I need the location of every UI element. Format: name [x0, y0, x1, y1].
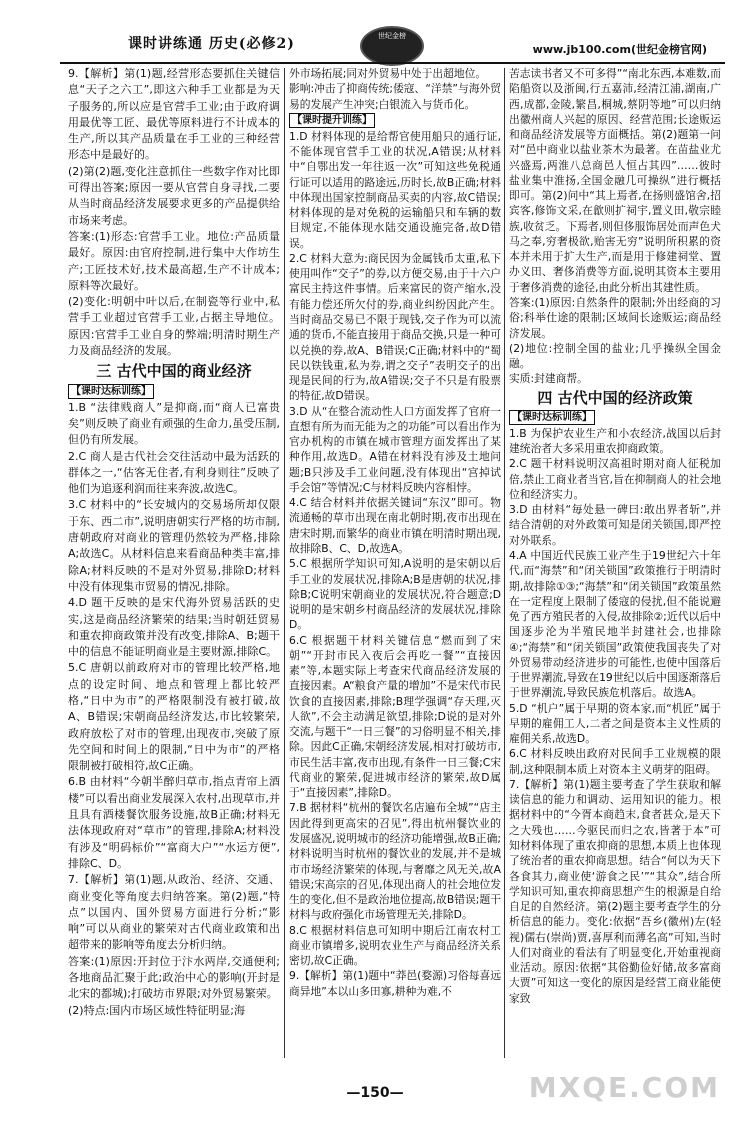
answer-paragraph: 4.C 结合材料并依据关键词“东汉”即可。物流通畅的草市出现在南北朝时期,夜市出现在唐宋时期,而繁华的商业市镇在明清时期出现,故排除B、C、D,故选A。	[289, 496, 501, 555]
answer-paragraph: 4.A 中国近代民族工业产生于19世纪六十年代,而“海禁”和“闭关锁国”政策推行于明清时期,故排除①③;“海禁”和“闭关锁国”政策虽然在一定程度上限制了倭寇的侵扰,但不能说避免了西方殖民者的入侵,故排除②;近代以后中国逐步沦为半殖民地半封建社会,也排除④;“海禁”和“闭关锁国”政策使我国丧失了对外贸易带动经济进步的可能性,也使中国落后于世界潮流,导致在19世纪以后中国逐渐落后于世界潮流,导致民族危机落后。故选A。	[509, 548, 721, 700]
column-3	[509, 66, 721, 1006]
answer-paragraph: 答案:(1)原因:开封位于汴水两岸,交通便利;各地商品汇聚于此;政治中心的影响(开封是北宋的都城);打破坊市界限;对外贸易繁荣。	[68, 954, 280, 1001]
answer-paragraph: 1.B 为保护农业生产和小农经济,战国以后封建统治者大多采用重农抑商政策。	[509, 426, 721, 456]
answer-paragraph: 7.【解析】第(1)题,从政治、经济、交通、商业变化等角度去归纳答案。第(2)题,“特点”以国内、国外贸易方面进行分析;“影响”可以从商业的繁荣对古代商业政策和出超带来的影响等角度去分析归纳。	[68, 873, 280, 952]
answer-paragraph: (2)变化:明朝中叶以后,在制瓷等行业中,私营手工业超过官营手工业,占据主导地位。原因:官营手工业自身的弊端;明清时期生产力及商品经济的发展。	[68, 295, 280, 358]
column-2	[289, 66, 501, 999]
answer-paragraph: 7.【解析】第(1)题主要考查了学生获取和解读信息的能力和调动、运用知识的能力。根据材料中的“今胥本商趋末,食者甚众,是天下之大残也……今驱民而归之农,皆著于本”可知材料体现了重农抑商的思想,本质上也体现了统治者的重农抑商思想。结合“何以为天下各食其力,商业使‘游食之民’”“其众”,结合所学知识可知,重农抑商思想产生的根源是自给自足的自然经济。第(2)题主要考查学生的分析信息的能力。变化:依据“吾乡(徽州)左(轻视)儒右(崇尚)贾,喜厚利而薄名高”可知,当时人们对商业的看法有了明显变化,开始重视商业活动。原因:依据“其俗勤俭好储,故多富商大贾”可知这一变化的原因是经营工商业能使家致	[509, 777, 721, 1005]
answer-paragraph: 7.B 据材料“杭州的餐饮名店遍布全城”“店主因此得到更高宋的召见”,得出杭州餐饮业的发展盛况,说明城市的经济功能增强,故B正确;材料说明当时杭州的餐饮业的发展,并不是城市市场经济繁荣的体现,与奢靡之风无关,故A错误;宋高宗的召见,体现出商人的社会地位发生的变化,但不是政治地位提高,故B错误;题干材料与政府强化市场管理无关,排除D。	[289, 801, 501, 922]
website-url: www.jb100.com(世纪金榜官网)	[532, 43, 707, 56]
answer-paragraph: 8.C 根据材料信息可知明中期后江南农村工商业市镇增多,说明农业生产与商品经济关系密切,故C正确。	[289, 923, 501, 968]
section-tag: 【课时提升训练】	[289, 112, 501, 129]
section-tag: 【课时达标训练】	[68, 383, 280, 400]
answer-paragraph: 9.【解析】第(1)题中“莽邑(婺源)习俗每喜远商异地”本以山多田寡,耕种为难,不	[289, 969, 501, 998]
watermark: MXQE.COM	[528, 1071, 720, 1104]
section-title: 三 古代中国的商业经济	[96, 362, 252, 381]
column-divider	[284, 68, 285, 1058]
answer-paragraph: 5.D “机户”属于早期的资本家,而“机匠”属于早期的雇佣工人,二者之间是资本主义性质的雇佣关系,故选D。	[509, 701, 721, 746]
column-1	[68, 66, 280, 1019]
answer-paragraph: 1.B “法律贱商人”是抑商,而“商人已富贵矣”则反映了商业有顽强的生命力,虽受压制,但仍有所发展。	[68, 400, 280, 447]
answer-paragraph: 6.B 由材料“今朝半醉归草市,指点青帘上酒楼”可以看出商业发展深入农村,出现草市,并且具有酒楼餐饮服务设施,故B正确;材料无法体现政府对“草市”的管理,排除A;材料没有涉及“明码标价”“富商大户”“水运方便”,排除C、D。	[68, 775, 280, 870]
answer-paragraph: 外市场拓展;同对外贸易中处于出超地位。	[289, 67, 487, 80]
answer-paragraph: 5.C 根据所学知识可知,A说明的是宋朝以后手工业的发展状况,排除A;B是唐朝的状况,排除B;C说明宋朝商业的发展状况,符合题意;D说明的是宋朝乡村商品经济的发展状况,排除D。	[289, 557, 501, 632]
answer-paragraph: 1.D 材料体现的是给帮官使用船只的通行证,不能体现官营手工业的状况,A错误;从材料中“自鄂出发一年往返一次”可知这些免税通行证可以适用的路途远,历时长,故B正确;材料中体现出国家控制商品买卖的内容,故C错误;材料体现的是对免税的运输船只和车辆的数目规定,不能体现水陆交通设施完备,故D错误。	[289, 129, 501, 250]
page-header	[60, 28, 725, 64]
section-tag: 【课时达标训练】	[509, 409, 721, 426]
answer-paragraph: (2)第(2)题,变化注意抓住一些数字作对比即可得出答案;原因一要从官营自身寻找,二要从当时商品经济发展要求更多的产品提供给市场来考虑。	[68, 164, 280, 227]
answer-paragraph: 2.C 材料大意为:商民因为金属钱币太重,私下使用叫作“交子”的券,以方便交易,由于十六户富民主持这件事情。后来富民的资产缩水,没有能力偿还所欠付的券,商业纠纷因此产生。当时商品交易已不限于现钱,交子作为可以流通的货币,不能直接用于商品交换,只是一种可以兑换的券,故A、B错误;C正确;材料中的“蜀民以铁钱重,私为券,谓之交子”表明交子的出现是民间的行为,故A错误;交子不只是有股票的特征,故D错误。	[289, 251, 501, 403]
answer-paragraph: 2.C 题干材料说明汉高祖时期对商人征税加倍,禁止工商业者当官,旨在抑制商人的社会地位和经济实力。	[509, 457, 721, 501]
column-divider	[504, 68, 505, 1058]
answer-paragraph: 答案:(1)原因:自然条件的限制;外出经商的习俗;科举仕途的限制;区域间长途贩运;商品经济发展。	[509, 295, 721, 340]
answer-paragraph: 实质:封建商帮。	[509, 372, 588, 386]
answer-paragraph: 苦志读书者又不可多得”“南北东西,本难数,而陷船资以及浙闽,行五嘉沛,经清江浦,湖南,广西,成都,金陵,繁昌,桐城,蔡阴等地”可以归纳出徽州商人兴起的原因、经营范围;长途贩运和商品经济发展等方面概括。第(2)题第一问对“邑中商业以盐业茶木为最著。在苗盐业尤兴盛焉,两淮八总商邑人恒占其四”……彼时盐业集中淮扬,全国金融几可操纵”进行概括即可。第(2)问中“其上焉者,在扬则盛馆舍,招宾客,修饰文采,在歙则扩祠宇,置义田,敬宗睦族,收贫乏。下焉者,则但侈服饰居处而声色犬马之奉,穷奢极欲,贻害无穷”说明所积累的资本并未用于扩大生产,而是用于修建祠堂、置办义田、奢侈消费等方面,说明其资本主要用于奢侈消费的途径,由此分析出其建性质。	[509, 67, 721, 294]
answer-paragraph: (2)特点:国内市场区域性特征明显;海	[68, 1003, 245, 1017]
answer-paragraph: 4.D 题干反映的是宋代海外贸易活跃的史实,这是商品经济繁荣的结果;当时朝廷贸易和重农抑商政策并没有改变,排除A、B;题干中的信息不能证明商业是主要财源,排除C。	[68, 596, 280, 659]
answer-paragraph: 影响:冲击了抑商传统;倭寇、“洋禁”与海外贸易的发展产生冲突;白银流入与货币化。	[289, 82, 501, 111]
answer-paragraph: 3.D 由材料“毎处悬一碑曰:敢出界者斩”,并结合清朝的对外政策可知是闭关锁国,即严控对外联系。	[509, 503, 721, 547]
answer-paragraph: 3.C 材料中的“长安城内的交易场所却仅限于东、西二市”,说明唐朝实行严格的坊市制,唐朝政府对商业的管理仍然较为严格,排除A;故选C。从材料信息来看商品种类丰富,排除A;材料反映的不是对外贸易,排除D;材料中没有体现集市贸易的情况,排除。	[68, 498, 280, 593]
answer-paragraph: 3.D 从“在整合流动性人口方面发挥了官府一直想有所为而无能为之的功能”可以看出作为官办机构的市镇在城市管理方面发挥出了某种作用,故选D。A错在材料没有涉及土地问题;B只涉及手工业问题,没有体现出“宫掉试手会馆”等情况;C与材料反映内容相悖。	[289, 404, 501, 494]
answer-paragraph: 2.C 商人是古代社会交往活动中最为活跃的群体之一,“估客无住者,有利身则往”反映了他们为追逐利润而往来奔波,故选C。	[68, 449, 280, 496]
answer-paragraph: 6.C 材料反映出政府对民间手工业规模的限制,这种限制本质上对资本主义萌芽的阻碍。	[509, 747, 721, 776]
page-number: —150—	[346, 1085, 404, 1101]
answer-paragraph: 6.C 根据题干材料关键信息“燃而到了宋朝”“开封市民入夜后会再吃一餐”“直接因素”等,本题实际上考查宋代商品经济发展的直接因素。A“粮食产量的增加”不是宋代市民饮食的直接因素,排除;B理学强调“存天理,灭人欲”,不会主动满足欲望,排除;D说的是对外交流,与题干“一日三餐”的习俗明显不相关,排除。因此C正确,宋朝经济发展,相对打破坊市,市民生活丰富,夜市出现,有条件一日三餐;C宋代商业的繁荣,促进城市经济的繁荣,故D属于“直接因素”,排除D。	[289, 633, 501, 800]
section-title: 四 古代中国的经济政策	[537, 388, 693, 407]
running-title: 课时讲练通 历史(必修2)	[128, 36, 295, 52]
answer-paragraph: 9.【解析】第(1)题,经营形态要抓住关键信息“天子之六工”,即这六种手工业都是为天子服务的,所以应是官营手工业;由于政府调用最优等工匠、最优等原料进行不计成本的生产,所以其产品质量在手工业的三种经营形态中是最好的。	[68, 67, 280, 162]
answer-paragraph: (2)地位:控制全国的盐业;几乎操纵全国金融。	[509, 341, 721, 371]
header-rule	[60, 62, 725, 64]
answer-paragraph: 答案:(1)形态:官营手工业。地位:产品质量最好。原因:由官府控制,进行集中大作坊生产;工匠技术好,技术最高超,生产不计成本;原料等次最好。	[68, 229, 280, 292]
publisher-logo: 世纪金榜	[360, 26, 424, 66]
answer-paragraph: 5.C 唐朝以前政府对市的管理比较严格,地点的设定时间、地点和管理上都比较严格,“日中为市”的严格限制没有被打破,故A、B错误;宋朝商品经济发达,市比较繁荣,政府放松了对市的管理,出现夜市,突破了原先空间和时间上的限制,“日中为市”的严格限制被打破相符,故C正确。	[68, 661, 280, 773]
